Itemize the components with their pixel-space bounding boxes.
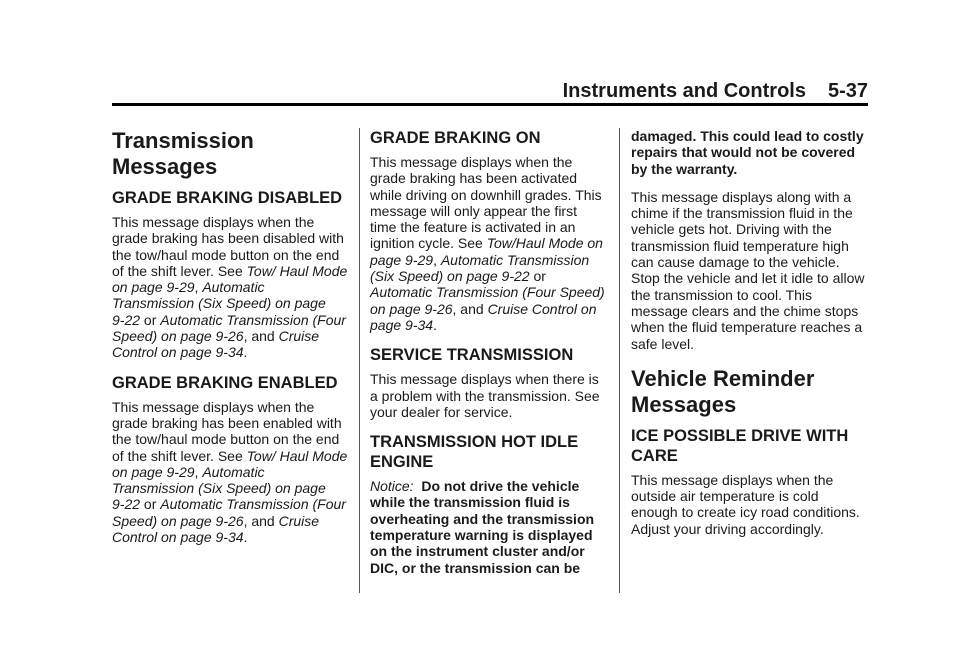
- header-rule: [112, 103, 868, 106]
- page-header: [563, 80, 868, 103]
- xref-automatic-transmission-four[interactable]: Automatic Transmission (Four Speed) on page 9‑26: [112, 311, 346, 345]
- xref-tow-haul-mode[interactable]: Tow/ Haul Mode on page 9‑29: [112, 262, 348, 296]
- paragraph-ice-possible: This message displays when the outside air temperature is cold enough to create icy road conditions. Adjust your driving accordingly.: [631, 471, 860, 537]
- section-title-vehicle-reminder-messages: Vehicle Reminder Messages: [631, 365, 815, 417]
- column-3: [631, 128, 869, 549]
- header-title: Instruments and Controls: [562, 80, 806, 102]
- column-2: [370, 128, 606, 588]
- notice-label: Notice:: [370, 478, 414, 495]
- column-divider-2: [619, 128, 620, 593]
- page-number: 5-37: [827, 80, 868, 102]
- xref-cruise-control[interactable]: Cruise Control on page 9‑34: [370, 300, 597, 333]
- paragraph-grade-braking-on: This message displays when the grade braking has been activated while driving on downhill grades. This message will only appear the first time the feature is activated in an ignition cycle. See Tow/Haul Mode on page 9‑29, Automatic Transmission (Six Speed) on page 9‑22 or Automatic Transmission (Four Speed) on page 9‑26, and Cruise Control on page 9‑34.: [370, 154, 605, 333]
- paragraph-hot-idle-description: This message displays along with a chime if the transmission fluid in the vehicle gets hot. Driving with the transmission fluid temperature high can cause damage to the vehicle. Stop the vehicle and let it idle to allow the transmission to cool. This message clears and the chime stops when the fluid temperature reaches a safe level.: [631, 188, 865, 352]
- xref-cruise-control[interactable]: Cruise Control on page 9‑34: [112, 512, 320, 546]
- xref-automatic-transmission-four[interactable]: Automatic Transmission (Four Speed) on page 9‑26: [370, 284, 605, 317]
- column-divider-1: [359, 128, 360, 593]
- column-1: [112, 128, 348, 557]
- heading-service-transmission: SERVICE TRANSMISSION: [370, 346, 574, 365]
- paragraph-grade-braking-disabled: This message displays when the grade braking has been disabled with the tow/haul mode button on the end of the shift lever. See Tow/ Haul Mode on page 9‑29, Automatic Transmission (Six Speed) on page 9‑22 or Automatic Transmission (Four Speed) on page 9‑26, and Cruise Control on page 9‑34.: [112, 214, 348, 361]
- notice-continuation: damaged. This could lead to costly repairs that would not be covered by the warranty.: [631, 128, 864, 177]
- heading-ice-possible: ICE POSSIBLE DRIVE WITH CARE: [631, 426, 849, 465]
- xref-cruise-control[interactable]: Cruise Control on page 9‑34: [112, 328, 320, 361]
- heading-grade-braking-disabled: GRADE BRAKING DISABLED: [112, 189, 343, 207]
- xref-automatic-transmission-six[interactable]: Automatic Transmission (Six Speed) on page 9‑22: [112, 463, 326, 513]
- xref-automatic-transmission-four[interactable]: Automatic Transmission (Four Speed) on page 9‑26: [112, 496, 346, 529]
- paragraph-grade-braking-enabled: This message displays when the grade braking has been enabled with the tow/haul mode button on the end of the shift lever. See Tow/ Haul Mode on page 9‑29, Automatic Transmission (Six Speed) on page 9‑22 or Automatic Transmission (Four Speed) on page 9‑26, and Cruise Control on page 9‑34.: [112, 398, 348, 546]
- notice-paragraph: Notice: Do not drive the vehicle while the transmission fluid is overheating and the transmission temperature warning is displayed on the instrument cluster and/or DIC, or the transmission can be: [370, 478, 595, 576]
- xref-automatic-transmission-six[interactable]: Automatic Transmission (Six Speed) on page 9‑22: [112, 279, 326, 328]
- heading-grade-braking-on: GRADE BRAKING ON: [370, 129, 541, 147]
- xref-tow-haul-mode[interactable]: Tow/ Haul Mode on page 9‑29: [112, 447, 348, 480]
- heading-transmission-hot-idle-engine: TRANSMISSION HOT IDLE ENGINE: [370, 433, 579, 472]
- heading-grade-braking-enabled: GRADE BRAKING ENABLED: [112, 373, 338, 392]
- section-title-transmission-messages: Transmission Messages: [112, 128, 254, 179]
- paragraph-service-transmission: This message displays when there is a problem with the transmission. See your dealer for service.: [370, 371, 600, 420]
- xref-tow-haul-mode[interactable]: Tow/Haul Mode on page 9‑29: [370, 235, 603, 268]
- xref-automatic-transmission-six[interactable]: Automatic Transmission (Six Speed) on page 9‑22: [370, 251, 590, 285]
